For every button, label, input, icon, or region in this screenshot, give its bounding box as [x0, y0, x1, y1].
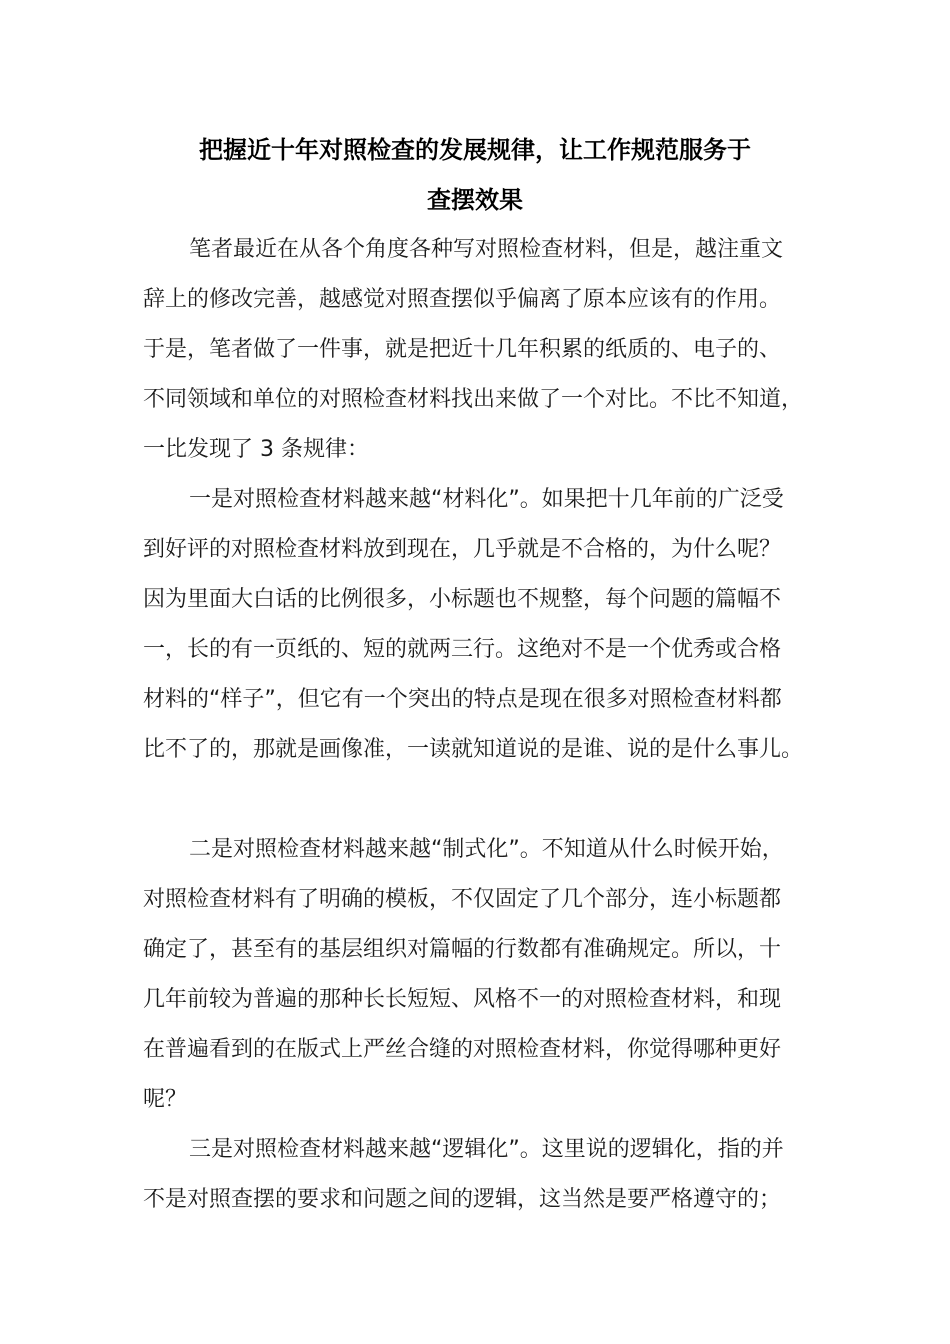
text-line: 一是对照检查材料越来越“材料化”。如果把十几年前的广泛受: [189, 487, 784, 512]
text-line: 笔者最近在从各个角度各种写对照检查材料，但是，越注重文: [189, 237, 784, 262]
document-title-line-2: 查摆效果: [427, 186, 523, 214]
text-line: 确定了，甚至有的基层组织对篇幅的行数都有准确规定。所以，十: [143, 937, 782, 962]
document-title-line-1: 把握近十年对照检查的发展规律，让工作规范服务于: [199, 136, 751, 164]
text-line: 一，长的有一页纸的、短的就两三行。这绝对不是一个优秀或合格: [143, 637, 782, 662]
text-line: 材料的“样子”，但它有一个突出的特点是现在很多对照检查材料都: [143, 687, 782, 712]
text-line: 一比发现了 3 条规律：: [143, 437, 369, 462]
text-line: 在普遍看到的在版式上严丝合缝的对照检查材料，你觉得哪种更好: [143, 1037, 782, 1062]
text-line: 比不了的，那就是画像准，一读就知道说的是谁、说的是什么事儿。: [143, 737, 804, 762]
text-line: 二是对照检查材料越来越“制式化”。不知道从什么时候开始，: [189, 837, 784, 862]
text-line: 三是对照检查材料越来越“逻辑化”。这里说的逻辑化，指的并: [189, 1137, 784, 1162]
text-line: 对照检查材料有了明确的模板，不仅固定了几个部分，连小标题都: [143, 887, 782, 912]
text-line: 辞上的修改完善，越感觉对照查摆似乎偏离了原本应该有的作用。: [143, 287, 782, 312]
text-line: 呢？: [143, 1087, 188, 1112]
text-line: 不同领域和单位的对照检查材料找出来做了一个对比。不比不知道，: [143, 387, 804, 412]
text-line: 于是，笔者做了一件事，就是把近十几年积累的纸质的、电子的、: [143, 337, 782, 362]
text-line: 不是对照查摆的要求和问题之间的逻辑，这当然是要严格遵守的；: [143, 1187, 782, 1212]
text-line: 到好评的对照检查材料放到现在，几乎就是不合格的，为什么呢？: [143, 537, 782, 562]
text-line: 几年前较为普遍的那种长长短短、风格不一的对照检查材料，和现: [143, 987, 782, 1012]
text-line: 因为里面大白话的比例很多，小标题也不规整，每个问题的篇幅不: [143, 587, 782, 612]
